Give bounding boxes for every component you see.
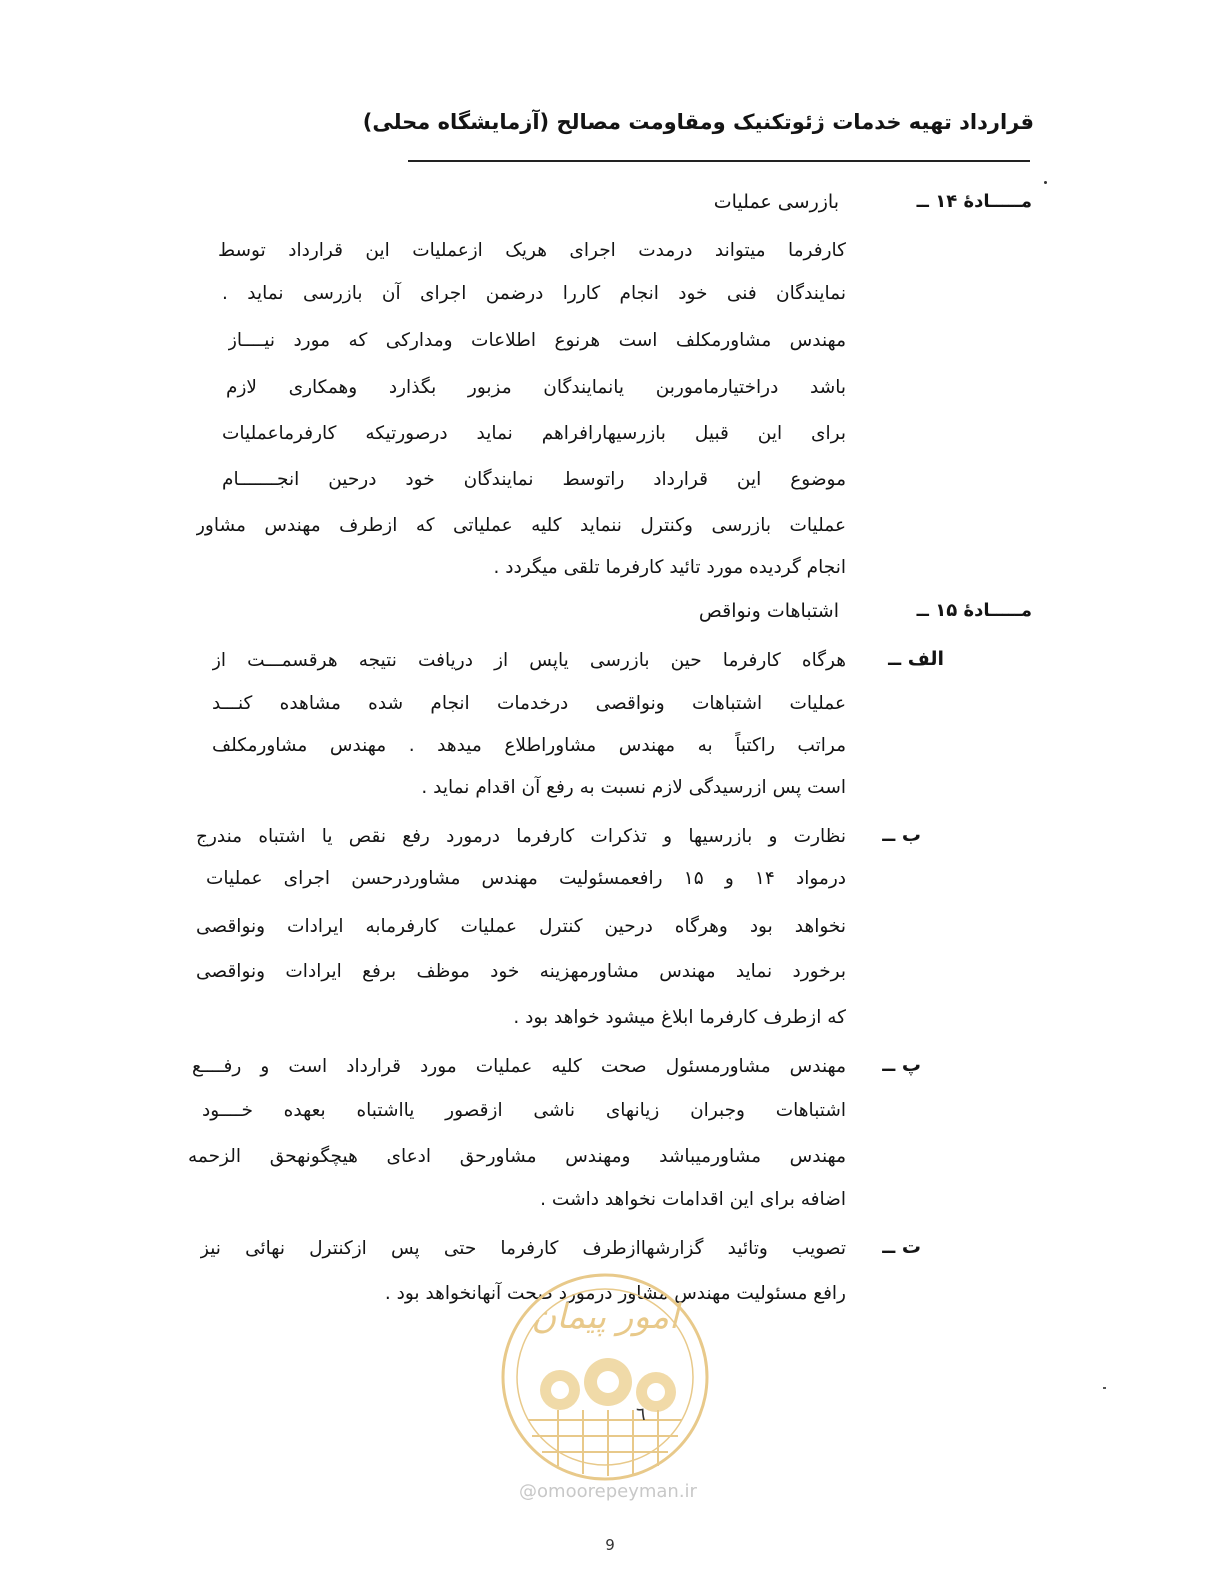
article-14-title: بازرسی عملیات — [713, 191, 839, 213]
article-15-title: اشتباهات ونواقص — [698, 600, 839, 622]
article-14-line: موضوع این قرارداد راتوسط نمایندگان خود درحین انجـــــــام — [222, 469, 846, 490]
article-15-label: مـــــادهٔ ۱۵ ــ — [916, 600, 1032, 621]
article-14-line: برای این قبیل بازرسیهارافراهم نماید درصورتیکه کارفرماعملیات — [222, 423, 846, 444]
scan-speck — [1103, 1387, 1106, 1389]
item-pe-line: مهندس مشاورمسئول صحت کلیه عملیات مورد قرارداد است و رفــــع — [192, 1056, 846, 1077]
scan-speck — [1044, 181, 1047, 184]
item-be-line: نظارت و بازرسیها و تذکرات کارفرما درمورد رفع نقص یا اشتباه مندرج — [196, 826, 846, 847]
watermark-site: omoorepeyman.ir — [537, 1481, 697, 1502]
article-14-label: مـــــادهٔ ۱۴ ــ — [916, 191, 1032, 212]
stray-page-mark: ٦ — [636, 1404, 646, 1425]
item-te-line: تصویب وتائید گزارشهاازطرف کارفرما حتی پس ازکنترل نهائی نیز — [200, 1238, 846, 1259]
omoorepeyman-watermark-logo — [498, 1270, 712, 1484]
page-number: 9 — [605, 1536, 615, 1554]
item-be-line: برخورد نماید مهندس مشاورمهزینه خود موظف برفع ایرادات ونواقصی — [196, 961, 846, 982]
article-14-line: باشد دراختیارماموربن یانمایندگان مزبور بگذارد وهمکاری لازم — [226, 377, 846, 398]
item-pe-line: اضافه برای این اقدامات نخواهد داشت . — [540, 1189, 846, 1210]
document-header-title: قرارداد تهیه خدمات ژئوتکنیک ومقاومت مصالح (آزمایشگاه محلی) — [362, 110, 1034, 134]
item-alef-marker: الف ــ — [888, 648, 944, 670]
at-icon: @ — [519, 1481, 538, 1502]
item-alef-line: مراتب راکتباً به مهندس مشاوراطلاع میدهد . مهندس مشاورمکلف — [212, 735, 846, 756]
item-te-line: رافع مسئولیت مهندس مشاور درمورد صحت آنهانخواهد بود . — [384, 1283, 846, 1304]
header-divider — [408, 160, 1030, 162]
item-alef-line: است پس ازرسیدگی لازم نسبت به رفع آن اقدام نماید . — [421, 777, 846, 798]
item-te-marker: ت ــ — [882, 1236, 921, 1258]
item-alef-line: عملیات اشتباهات ونواقصی درخدمات انجام شده مشاهده کنـــد — [212, 693, 846, 714]
item-be-line: نخواهد بود وهرگاه درحین کنترل عملیات کارفرمابه ایرادات ونواقصی — [196, 916, 846, 937]
item-be-line: که ازطرف کارفرما ابلاغ میشود خواهد بود . — [513, 1007, 846, 1028]
item-pe-line: مهندس مشاورمیباشد ومهندس مشاورحق ادعای هیچگونهحق الزحمه — [188, 1146, 846, 1167]
article-14-line: نمایندگان فنی خود انجام کاررا درضمن اجرای آن بازرسی نماید . — [222, 283, 846, 304]
watermark-logo-text: امور پیمان — [531, 1297, 679, 1337]
item-pe-marker: پ ــ — [882, 1054, 921, 1076]
article-14-line: عملیات بازرسی وکنترل ننماید کلیه عملیاتی که ازطرف مهندس مشاور — [196, 515, 846, 536]
watermark-site-text — [508, 1481, 708, 1502]
item-alef-line: هرگاه کارفرما حین بازرسی یاپس از دریافت نتیجه هرقسمـــت از — [212, 650, 846, 671]
item-be-marker: ب ــ — [882, 824, 921, 846]
item-pe-line: اشتباهات وجبران زیانهای ناشی ازقصور یااشتباه بعهده خــــود — [202, 1100, 846, 1121]
article-14-line: انجام گردیده مورد تائید کارفرما تلقی میگردد . — [493, 557, 846, 578]
item-be-line: درمواد ۱۴ و ۱۵ رافعمسئولیت مهندس مشاوردرحسن اجرای عملیات — [206, 868, 846, 889]
article-14-line: کارفرما میتواند درمدت اجرای هریک ازعملیات این قرارداد توسط — [218, 240, 846, 261]
article-14-line: مهندس مشاورمکلف است هرنوع اطلاعات ومدارکی که مورد نیــــاز — [228, 330, 846, 351]
